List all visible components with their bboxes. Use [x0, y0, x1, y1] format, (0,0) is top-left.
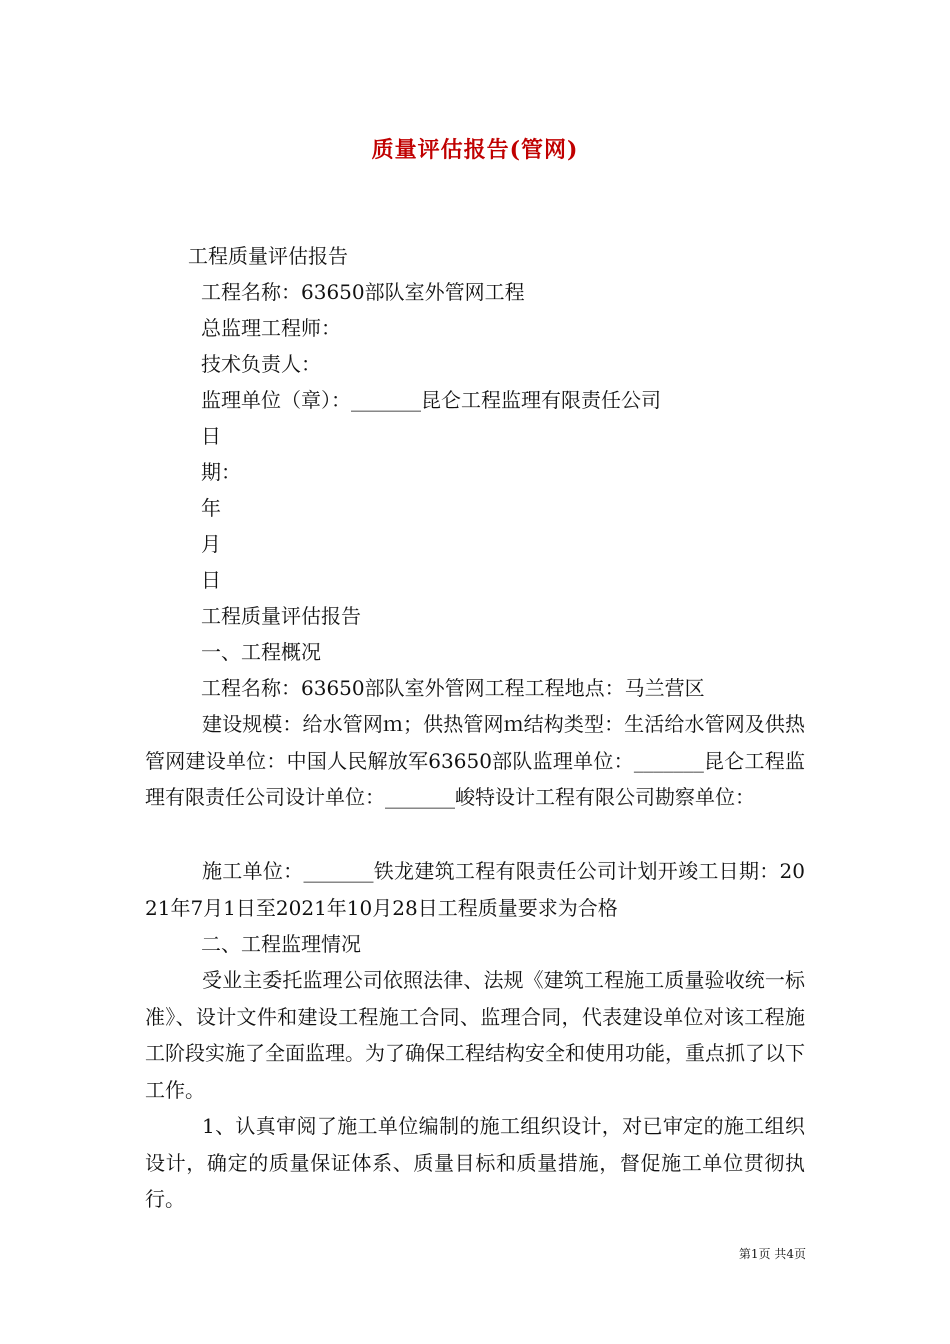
cover-day: 日 [201, 568, 221, 592]
cover-year: 年 [201, 496, 221, 520]
cover-chief-engineer: 总监理工程师： [201, 316, 341, 340]
cover-heading: 工程质量评估报告 [188, 244, 348, 268]
cover-month: 月 [201, 532, 221, 556]
paragraph-item-1: 1、认真审阅了施工单位编制的施工组织设计，对已审定的施工组织设计，确定的质量保证体系、质量目标和质量措施，督促施工单位贯彻执行。 [145, 1114, 805, 1211]
page-number-footer: 第1页 共4页 [738, 1247, 806, 1261]
paragraph-contractor: 施工单位：_______铁龙建筑工程有限责任公司计划开竣工日期：2021年7月1日至2021年10月28日工程质量要求为合格 [145, 859, 805, 920]
cover-date-char2: 期： [201, 460, 241, 484]
cover-date-char1: 日 [201, 424, 221, 448]
paragraph-scale: 建设规模：给水管网ｍ；供热管网ｍ结构类型：生活给水管网及供热管网建设单位：中国人民解放军63650部队监理单位：_______昆仑工程监理有限责任公司设计单位：_______峻特设计工程有限公司勘察单位： [145, 712, 805, 809]
section-heading-supervision: 二、工程监理情况 [201, 932, 361, 956]
report-heading: 工程质量评估报告 [201, 604, 361, 628]
cover-project-name: 工程名称：63650部队室外管网工程 [201, 280, 525, 304]
document-title: 质量评估报告(管网) [371, 137, 579, 163]
report-project-line: 工程名称：63650部队室外管网工程工程地点：马兰营区 [201, 676, 705, 700]
cover-supervisor-unit: 监理单位（章）：_______昆仑工程监理有限责任公司 [201, 388, 661, 412]
section-heading-overview: 一、工程概况 [201, 640, 321, 664]
cover-tech-lead: 技术负责人： [201, 352, 321, 376]
paragraph-supervision: 受业主委托监理公司依照法律、法规《建筑工程施工质量验收统一标准》、设计文件和建设工程施工合同、监理合同，代表建设单位对该工程施工阶段实施了全面监理。为了确保工程结构安全和使用功能，重点抓了以下工作。 [145, 968, 805, 1102]
